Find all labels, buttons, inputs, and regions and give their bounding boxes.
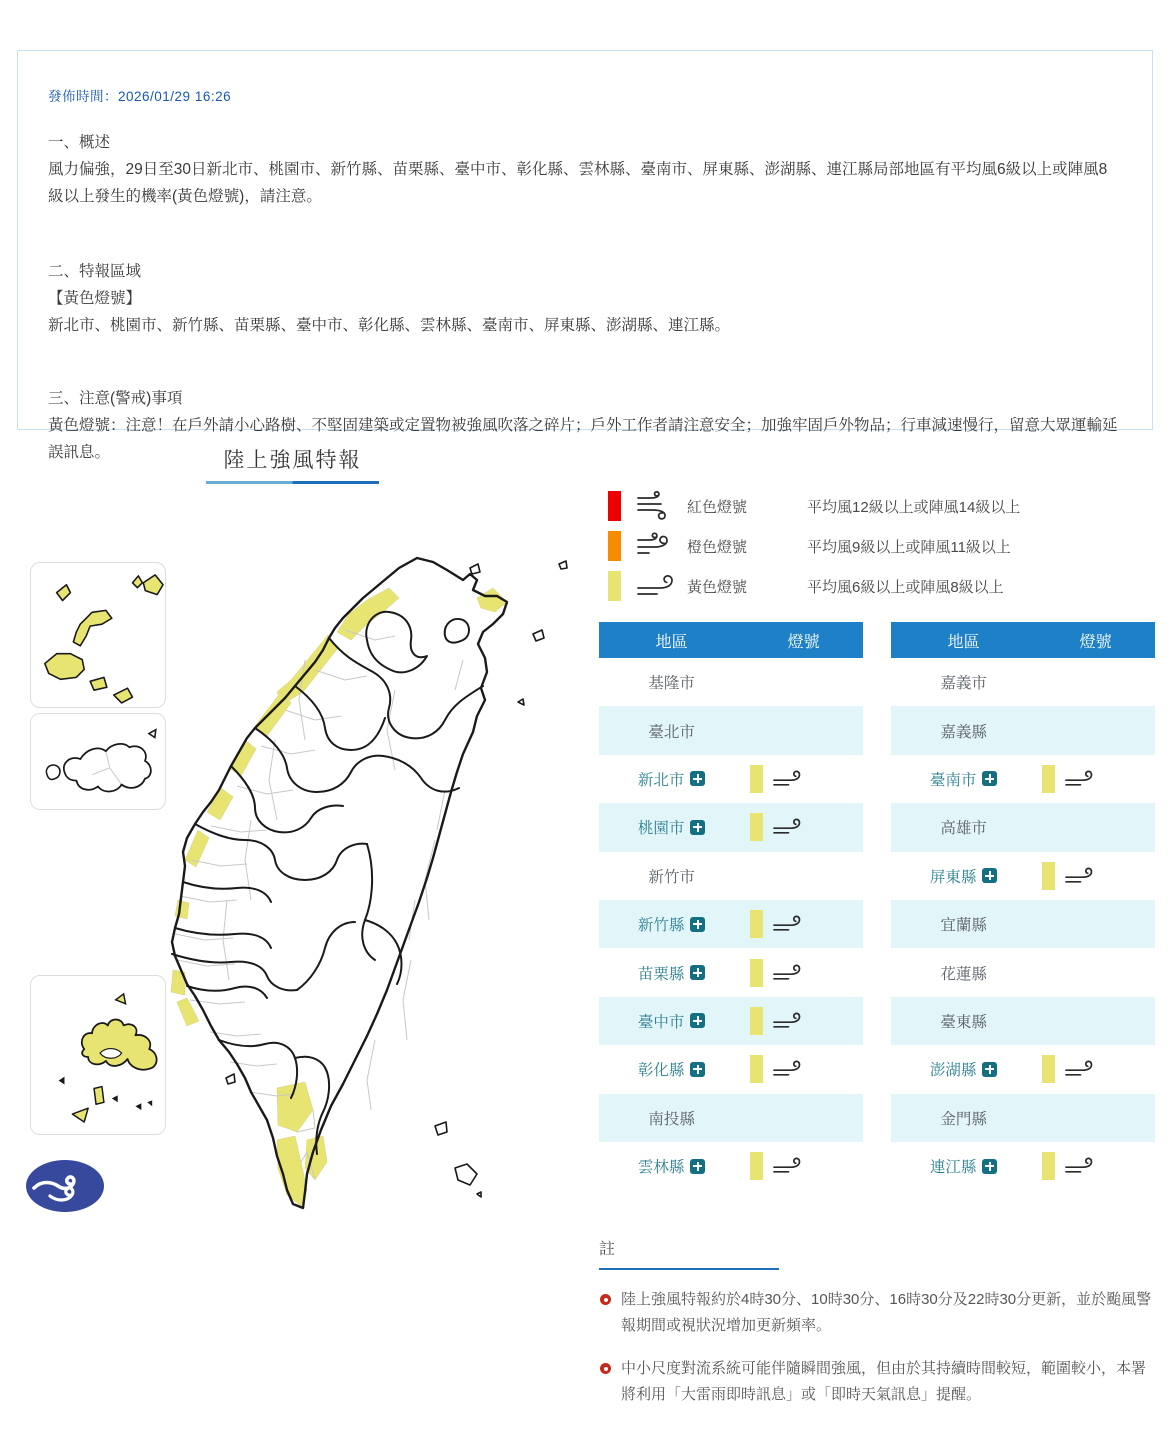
- title-underline: [206, 481, 379, 484]
- yellow-signal-swatch: [608, 571, 621, 601]
- region-name: 新竹縣: [637, 917, 685, 935]
- region-cell: [599, 1058, 744, 1080]
- area-level: 【黃色燈號】: [48, 290, 142, 307]
- orange-signal-swatch: [608, 531, 621, 561]
- region-cell: [599, 1107, 744, 1129]
- region-name: 嘉義市: [940, 675, 987, 693]
- region-cell: [599, 1155, 744, 1177]
- table-header: [599, 622, 863, 658]
- expand-plus-icon[interactable]: [690, 1062, 705, 1077]
- table-row: [891, 658, 1155, 706]
- expand-plus-icon[interactable]: [690, 1159, 705, 1174]
- caution-body: 黃色燈號：注意！在戶外請小心路樹、不堅固建築或定置物被強風吹落之碎片；戶外工作者請注意安全；加強牢固戶外物品；行車減速慢行，留意大眾運輸延誤訊息。: [48, 417, 1118, 461]
- expand-plus-icon[interactable]: [982, 1062, 997, 1077]
- table-row: [891, 900, 1155, 948]
- region-cell: [891, 816, 1036, 838]
- yellow-signal-swatch: [750, 1007, 763, 1035]
- region-cell: [599, 865, 744, 887]
- region-signal-table-left: [599, 622, 863, 1190]
- table-header: [891, 622, 1155, 658]
- publish-time: 發佈時間：2026/01/29 16:26: [48, 89, 232, 104]
- region-cell: [891, 1010, 1036, 1032]
- wind-light-icon: [635, 571, 675, 601]
- area-body: 新北市、桃園市、新竹縣、苗栗縣、臺中市、彰化縣、雲林縣、臺南市、屏東縣、澎湖縣、連江縣。: [48, 317, 731, 334]
- table-body: [599, 658, 863, 1190]
- region-cell: [599, 816, 744, 838]
- region-cell: [891, 962, 1036, 984]
- table-body: [891, 658, 1155, 1190]
- region-cell: [891, 913, 1036, 935]
- region-name: 花蓮縣: [940, 965, 987, 983]
- wind-icon: [772, 768, 802, 790]
- yellow-signal-swatch: [750, 910, 763, 938]
- signal-cell: [1036, 1152, 1155, 1180]
- signal-cell: [1036, 765, 1155, 793]
- wind-icon: [1064, 1058, 1094, 1080]
- header-region: 地區: [947, 633, 980, 651]
- matsu-inset: [30, 562, 166, 708]
- kinmen-inset: [30, 713, 166, 810]
- region-name: 桃園市: [637, 820, 685, 838]
- wind-icon: [772, 1155, 802, 1177]
- signal-cell: [744, 910, 863, 938]
- legend-desc: 平均風9級以上或陣風11級以上: [807, 538, 1011, 556]
- region-name: 新竹市: [648, 868, 695, 886]
- region-name: 臺北市: [648, 723, 695, 741]
- table-row: [891, 1045, 1155, 1093]
- region-name: 臺南市: [929, 771, 977, 789]
- wind-icon: [1064, 768, 1094, 790]
- wind-icon: [772, 1058, 802, 1080]
- note-text: 中小尺度對流系統可能伴隨瞬間強風，但由於其持續時間較短，範圍較小，本署將利用「大雷雨即時訊息」或「即時天氣訊息」提醒。: [621, 1360, 1147, 1403]
- yellow-signal-swatch: [750, 1055, 763, 1083]
- region-cell: [891, 1058, 1036, 1080]
- wind-icon: [1064, 1155, 1094, 1177]
- region-name: 南投縣: [648, 1110, 695, 1128]
- note-text: 陸上強風特報約於4時30分、10時30分、16時30分及22時30分更新，並於颱風警報期間或視狀況增加更新頻率。: [621, 1291, 1152, 1334]
- table-row: [599, 803, 863, 851]
- legend-label: 紅色燈號: [687, 498, 748, 516]
- expand-plus-icon[interactable]: [690, 771, 705, 786]
- signal-cell: [744, 1152, 863, 1180]
- region-cell: [599, 1010, 744, 1032]
- yellow-signal-swatch: [750, 959, 763, 987]
- signal-cell: [1036, 1055, 1155, 1083]
- expand-plus-icon[interactable]: [982, 771, 997, 786]
- note-item: [599, 1356, 1156, 1408]
- yellow-signal-swatch: [1042, 862, 1055, 890]
- wind-strong-icon: [635, 491, 675, 521]
- legend-row-yellow: [608, 566, 1020, 606]
- table-row: [599, 658, 863, 706]
- yellow-signal-swatch: [1042, 765, 1055, 793]
- table-row: [599, 1142, 863, 1190]
- region-cell: [891, 720, 1036, 742]
- table-row: [891, 1094, 1155, 1142]
- page-title: 陸上強風特報: [223, 449, 362, 472]
- map-title-block: [206, 444, 379, 484]
- region-cell: [891, 671, 1036, 693]
- expand-plus-icon[interactable]: [690, 965, 705, 980]
- notes-underline: [599, 1268, 779, 1270]
- expand-plus-icon[interactable]: [690, 917, 705, 932]
- note-item: [599, 1287, 1156, 1339]
- region-name: 澎湖縣: [929, 1062, 977, 1080]
- cwa-logo: [24, 1158, 106, 1214]
- region-cell: [891, 1155, 1036, 1177]
- expand-plus-icon[interactable]: [982, 868, 997, 883]
- region-name: 屏東縣: [929, 868, 977, 886]
- signal-cell: [744, 813, 863, 841]
- penghu-inset: [30, 975, 166, 1135]
- table-row: [891, 755, 1155, 803]
- wind-icon: [1064, 865, 1094, 887]
- legend-row-red: [608, 486, 1020, 526]
- area-title: 二、特報區域: [48, 263, 142, 280]
- table-row: [599, 997, 863, 1045]
- wind-icon: [772, 913, 802, 935]
- yellow-signal-swatch: [1042, 1152, 1055, 1180]
- region-name: 苗栗縣: [637, 965, 685, 983]
- penghu-islands-map: [31, 976, 165, 1134]
- signal-cell: [744, 1055, 863, 1083]
- region-name: 連江縣: [929, 1159, 977, 1177]
- region-name: 基隆市: [648, 675, 695, 693]
- wind-icon: [772, 1010, 802, 1032]
- region-name: 臺東縣: [940, 1013, 987, 1031]
- region-name: 高雄市: [940, 820, 987, 838]
- region-cell: [599, 671, 744, 693]
- region-cell: [891, 1107, 1036, 1129]
- legend-desc: 平均風6級以上或陣風8級以上: [807, 578, 1004, 596]
- note-bullet-icon: [600, 1363, 611, 1374]
- legend-label: 橙色燈號: [687, 538, 748, 556]
- header-signal: 燈號: [1079, 633, 1112, 651]
- taiwan-island: [172, 558, 507, 1208]
- signal-cell: [744, 765, 863, 793]
- region-cell: [891, 768, 1036, 790]
- region-signal-table-right: [891, 622, 1155, 1190]
- expand-plus-icon[interactable]: [982, 1159, 997, 1174]
- wind-icon: [772, 816, 802, 838]
- yellow-signal-swatch: [1042, 1055, 1055, 1083]
- region-name: 嘉義縣: [940, 723, 987, 741]
- region-cell: [599, 913, 744, 935]
- table-row: [599, 948, 863, 996]
- notes-section: [599, 1236, 1156, 1408]
- notes-title: 註: [599, 1241, 616, 1258]
- table-row: [891, 1142, 1155, 1190]
- expand-plus-icon[interactable]: [690, 1013, 705, 1028]
- wind-medium-icon: [635, 531, 675, 561]
- table-row: [599, 755, 863, 803]
- region-cell: [599, 962, 744, 984]
- table-row: [891, 852, 1155, 900]
- region-cell: [891, 865, 1036, 887]
- red-signal-swatch: [608, 491, 621, 521]
- region-name: 金門縣: [940, 1110, 987, 1128]
- header-signal: 燈號: [787, 633, 820, 651]
- signal-cell: [1036, 862, 1155, 890]
- signal-cell: [744, 959, 863, 987]
- region-cell: [599, 768, 744, 790]
- table-row: [599, 900, 863, 948]
- overview-title: 一、概述: [48, 134, 111, 151]
- region-name: 雲林縣: [637, 1159, 685, 1177]
- region-name: 宜蘭縣: [940, 917, 987, 935]
- region-name: 新北市: [637, 771, 685, 789]
- region-cell: [599, 720, 744, 742]
- header-region: 地區: [655, 633, 688, 651]
- legend-label: 黃色燈號: [687, 578, 748, 596]
- table-row: [599, 1045, 863, 1093]
- region-name: 彰化縣: [637, 1062, 685, 1080]
- table-row: [891, 997, 1155, 1045]
- region-name: 臺中市: [637, 1013, 685, 1031]
- matsu-islands-map: [31, 563, 165, 707]
- yellow-signal-swatch: [750, 765, 763, 793]
- overview-body: 風力偏強，29日至30日新北市、桃園市、新竹縣、苗栗縣、臺中市、彰化縣、雲林縣、臺南市、屏東縣、澎湖縣、連江縣局部地區有平均風6級以上或陣風8級以上發生的機率(黃色燈號)，請注意。: [48, 161, 1108, 205]
- yellow-signal-swatch: [750, 1152, 763, 1180]
- legend-row-orange: [608, 526, 1020, 566]
- legend-desc: 平均風12級以上或陣風14級以上: [807, 498, 1021, 516]
- wind-icon: [772, 962, 802, 984]
- table-row: [891, 948, 1155, 996]
- signal-legend: [608, 486, 1020, 606]
- table-row: [599, 1094, 863, 1142]
- signal-cell: [744, 1007, 863, 1035]
- note-bullet-icon: [600, 1294, 611, 1305]
- table-row: [599, 852, 863, 900]
- table-row: [891, 803, 1155, 851]
- expand-plus-icon[interactable]: [690, 820, 705, 835]
- table-row: [599, 706, 863, 754]
- kinmen-islands-map: [31, 714, 165, 809]
- caution-title: 三、注意(警戒)事項: [48, 390, 183, 407]
- table-row: [891, 706, 1155, 754]
- yellow-signal-swatch: [750, 813, 763, 841]
